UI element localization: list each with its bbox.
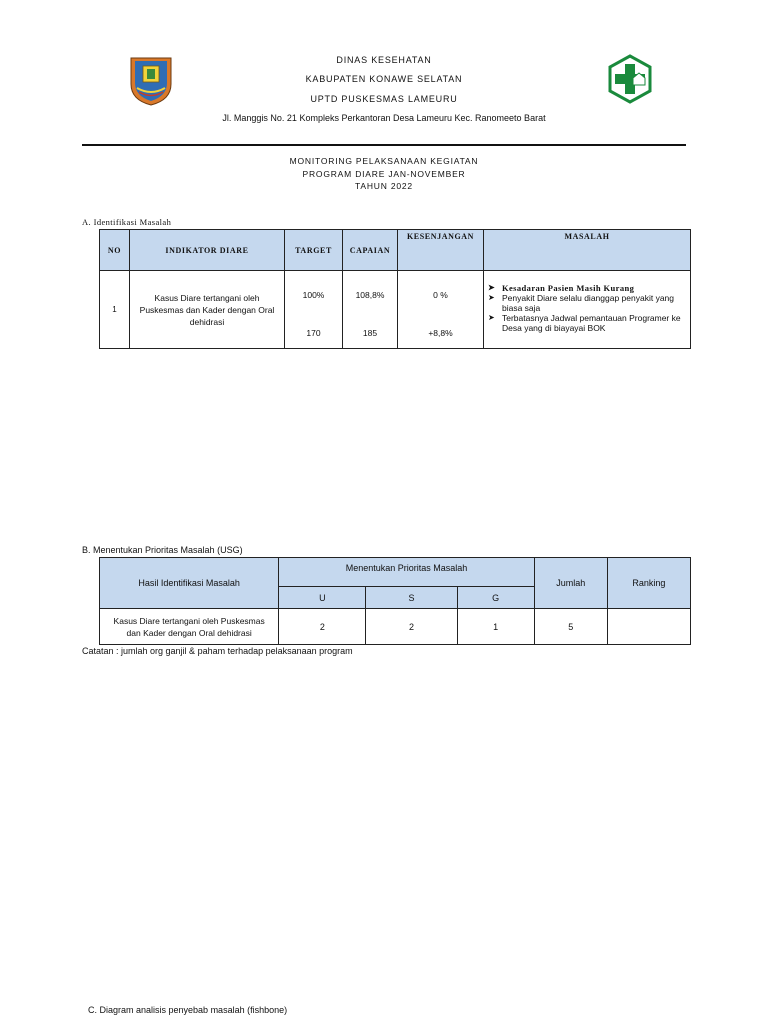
col-jumlah: Jumlah bbox=[534, 558, 607, 609]
header-kabupaten: KABUPATEN KONAWE SELATAN bbox=[305, 74, 463, 84]
section-b-heading: B. Menentukan Prioritas Masalah (USG) bbox=[82, 545, 243, 555]
kesenjangan-pct: 0 % bbox=[433, 290, 448, 300]
arrow-bullet-icon: ➤ bbox=[488, 293, 495, 302]
puskesmas-logo bbox=[607, 54, 653, 104]
masalah-list bbox=[484, 283, 690, 333]
row-u: 2 bbox=[279, 609, 366, 645]
row-kesenjangan bbox=[398, 271, 484, 349]
masalah-item: ➤ Penyakit Diare selalu dianggap penyakit yang biasa saja bbox=[488, 293, 675, 313]
col-no: NO bbox=[100, 230, 130, 271]
row-s: 2 bbox=[366, 609, 457, 645]
row-g: 1 bbox=[457, 609, 534, 645]
header-puskesmas: UPTD PUSKESMAS LAMEURU bbox=[310, 94, 458, 104]
row-no: 1 bbox=[100, 271, 130, 349]
indikator-text: Kasus Diare tertangani oleh Puskesmas dan Kader dengan Oral dehidrasi bbox=[139, 292, 275, 327]
target-num: 170 bbox=[306, 328, 321, 338]
col-target: TARGET bbox=[285, 230, 343, 271]
col-hasil: Hasil Identifikasi Masalah bbox=[100, 558, 279, 609]
capaian-pct: 108,8% bbox=[355, 290, 385, 300]
title-line-2: PROGRAM DIARE JAN-NOVEMBER bbox=[302, 169, 466, 179]
header-address: Jl. Manggis No. 21 Kompleks Perkantoran Desa Lameuru Kec. Ranomeeto Barat bbox=[222, 113, 546, 123]
col-s: S bbox=[366, 587, 457, 609]
catatan-note: Catatan : jumlah org ganjil & paham terhadap pelaksanaan program bbox=[82, 646, 353, 656]
row-ranking bbox=[607, 609, 690, 645]
row-jumlah: 5 bbox=[534, 609, 607, 645]
header-dinas: DINAS KESEHATAN bbox=[336, 55, 432, 65]
arrow-bullet-icon: ➤ bbox=[488, 313, 495, 322]
col-indikator: INDIKATOR DIARE bbox=[130, 230, 285, 271]
masalah-item: ➤ Kesadaran Pasien Masih Kurang bbox=[488, 283, 635, 293]
col-ranking: Ranking bbox=[607, 558, 690, 609]
kesenjangan-num: +8,8% bbox=[428, 328, 453, 338]
col-u: U bbox=[279, 587, 366, 609]
identifikasi-masalah-table bbox=[99, 229, 691, 349]
title-line-1: MONITORING PELAKSANAAN KEGIATAN bbox=[289, 156, 479, 166]
header-rule bbox=[82, 144, 686, 146]
row-capaian bbox=[343, 271, 398, 349]
col-kesenjangan: KESENJANGAN bbox=[398, 230, 484, 271]
row-target bbox=[285, 271, 343, 349]
section-a-heading: A. Identifikasi Masalah bbox=[82, 217, 172, 227]
row-hasil: Kasus Diare tertangani oleh Puskesmas dan Kader dengan Oral dehidrasi bbox=[100, 609, 279, 645]
masalah-item: ➤ Terbatasnya Jadwal pemantauan Programer ke Desa yang di biayayai BOK bbox=[488, 313, 681, 333]
section-c-heading: C. Diagram analisis penyebab masalah (fishbone) bbox=[88, 1005, 288, 1015]
arrow-bullet-icon: ➤ bbox=[488, 283, 496, 292]
target-pct: 100% bbox=[302, 290, 325, 300]
title-line-3: TAHUN 2022 bbox=[355, 181, 413, 191]
col-g: G bbox=[457, 587, 534, 609]
capaian-num: 185 bbox=[362, 328, 378, 338]
row-indikator bbox=[130, 271, 285, 349]
col-capaian: CAPAIAN bbox=[343, 230, 398, 271]
prioritas-masalah-table bbox=[99, 557, 691, 645]
col-prioritas-group: Menentukan Prioritas Masalah bbox=[279, 558, 534, 587]
row-masalah bbox=[484, 271, 691, 349]
col-masalah: MASALAH bbox=[484, 230, 691, 271]
